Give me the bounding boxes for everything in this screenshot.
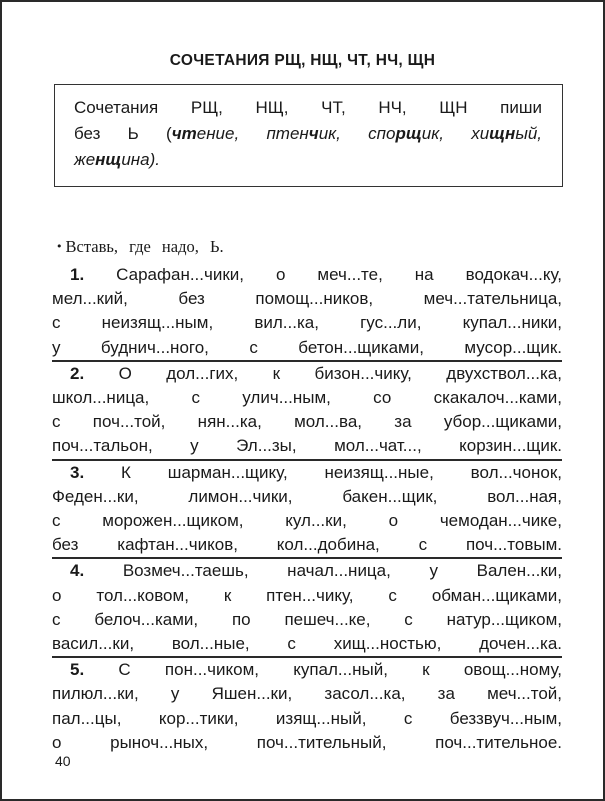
rule-prefix: без Ь ( bbox=[74, 124, 172, 143]
exercise-number: 4. bbox=[70, 561, 85, 581]
exercise-line: с поч...той, нян...ка, мол...ва, за убор...щиками, bbox=[52, 412, 562, 432]
exercise-number: 3. bbox=[70, 462, 85, 482]
exercise-line: 4. Возмеч...таешь, начал...ница, у Вален...ки, bbox=[70, 561, 562, 581]
rule-line-2 bbox=[74, 121, 542, 147]
bullet-icon: • bbox=[56, 240, 63, 253]
exercise-line: мел...кий, без помощ...ников, меч...тательница, bbox=[52, 289, 562, 309]
exercise-line: с неизящ...ным, вил...ка, гус...ли, купал...ники, bbox=[52, 313, 562, 333]
exercise-line: с морожен...щиком, кул...ки, о чемодан...чике, bbox=[52, 511, 562, 531]
exercise-line: пал...цы, кор...тики, изящ...ный, с беззвуч...ным, bbox=[52, 708, 562, 728]
exercise-line: с белоч...ками, по пешеч...ке, с натур...щиком, bbox=[52, 609, 562, 629]
task-instruction bbox=[56, 237, 224, 257]
exercise-line: о рыноч...ных, поч...тительный, поч...тительное. bbox=[52, 732, 562, 752]
exercise-line: школ...ница, с улич...ным, со скакалоч...ками, bbox=[52, 388, 562, 408]
rule-example-1: чтение, bbox=[171, 124, 267, 143]
exercise-number: 1. bbox=[70, 265, 85, 284]
rule-example-4: хищный, bbox=[471, 124, 543, 143]
exercise-line: поч...тальон, у Эл...зы, мол...чат..., корзин...щик. bbox=[52, 436, 562, 456]
exercises-list bbox=[52, 263, 562, 755]
exercise-line: 3. К шарман...щику, неизящ...ные, вол...чонок, bbox=[70, 462, 562, 482]
exercise-5 bbox=[52, 656, 562, 755]
exercise-line: васил...ки, вол...ные, с хищ...ностью, дочен...ка. bbox=[52, 634, 562, 654]
exercise-2 bbox=[52, 360, 562, 459]
rule-example-2: птенчик, bbox=[266, 124, 369, 143]
page-title: СОЧЕТАНИЯ РЩ, НЩ, ЧТ, НЧ, ЩН bbox=[169, 52, 436, 69]
exercise-line: 2. О дол...гих, к бизон...чику, двухствол...ка, bbox=[70, 363, 562, 383]
exercise-line: 1. Сарафан...чики, о меч...те, на водокач...ку, bbox=[70, 265, 562, 284]
exercise-number: 2. bbox=[70, 363, 85, 383]
rule-line-1: Сочетания РЩ, НЩ, ЧТ, НЧ, ЩН пиши bbox=[74, 98, 542, 117]
rule-box bbox=[54, 84, 563, 187]
rule-example-3: спорщик, bbox=[368, 124, 472, 143]
exercise-4 bbox=[52, 557, 562, 656]
exercise-3 bbox=[52, 459, 562, 558]
exercise-line: 5. С пон...чиком, купал...ный, к овощ...ному, bbox=[70, 660, 562, 680]
task-text: Вставь, где надо, Ь. bbox=[65, 237, 224, 256]
exercise-line: у буднич...ного, с бетон...щиками, мусор...щик. bbox=[52, 337, 562, 357]
exercise-line: Феден...ки, лимон...чики, бакен...щик, вол...ная, bbox=[52, 486, 562, 506]
page-number: 40 bbox=[55, 753, 71, 769]
rule-line-3 bbox=[74, 147, 542, 173]
exercise-1 bbox=[52, 263, 562, 360]
exercise-line: о тол...ковом, к птен...чику, с обман...щиками, bbox=[52, 585, 562, 605]
rule-example-5: женщина). bbox=[74, 150, 160, 169]
exercise-number: 5. bbox=[70, 660, 85, 680]
exercise-line: без кафтан...чиков, кол...добина, с поч...товым. bbox=[52, 535, 562, 555]
exercise-line: пилюл...ки, у Яшен...ки, засол...ка, за меч...той, bbox=[52, 684, 562, 704]
